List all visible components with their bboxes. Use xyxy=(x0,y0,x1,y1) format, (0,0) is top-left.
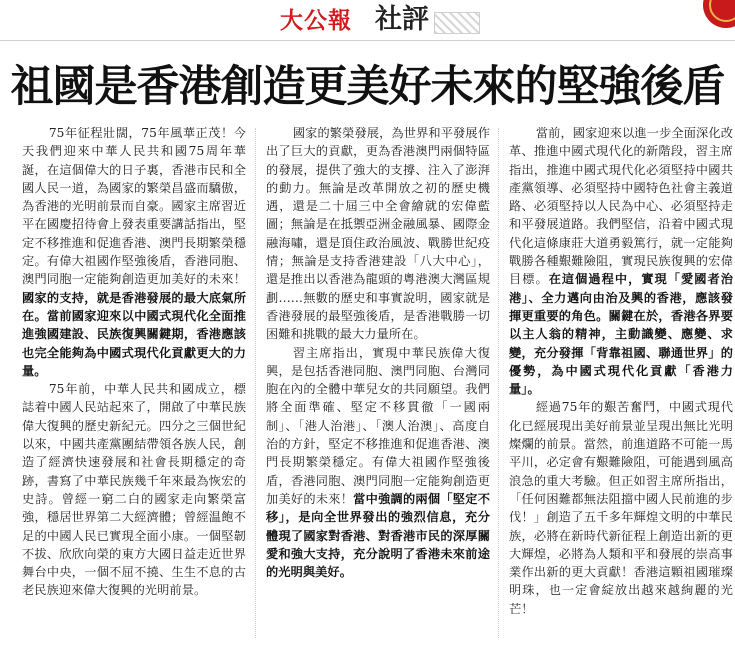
paragraph xyxy=(509,398,733,618)
paragraph xyxy=(22,380,246,600)
paragraph-text: 75年征程壯闊，75年風華正茂！今天我們迎來中華人民共和國75周年華誕，在這個偉大的日子裏，香港市民和全國人民一道，為國家的繁榮昌盛而驕傲，為香港的光明前景而自豪。國家主席習近平在國慶招待會上發表重要講話指出，堅定不移推進和促進香港、澳門長期繁榮穩定。有偉大祖國作堅強後盾，香港同胞、澳門同胞一定能夠創造更加美好的未來！ xyxy=(22,126,246,287)
editorial-tag: 社評 xyxy=(375,4,429,35)
paragraph-emphasis: 在這個過程中，實現「愛國者治港」、全力邁向由治及興的香港，應該發揮更重要的角色。關鍵在於，香港各界要以主人翁的精神，主動識變、應變、求變，充分發揮「背靠祖國、聯通世界」的優勢，為中國式現代化貢獻「香港力量」。 xyxy=(509,272,733,397)
paragraph xyxy=(266,344,490,582)
paragraph-emphasis: 當中強調的兩個「堅定不移」，是向全世界發出的強烈信息，充分體現了國家對香港、對香港市民的深厚關愛和強大支持，充分說明了香港未來前途的光明與美好。 xyxy=(266,491,490,580)
paragraph-text: 75年前，中華人民共和國成立，標誌着中國人民站起來了，開啟了中華民族偉大復興的歷史新紀元。四分之三個世紀以來，中國共產黨團結帶領各族人民，創造了經濟快速發展和社會長期穩定的奇跡，書寫了中華民族幾千年來最為恢宏的史詩。曾經一窮二白的國家走向繁榮富強，穩居世界第二大經濟體；曾經温飽不足的中國人民已實現全面小康。一個堅韌不拔、欣欣向榮的東方大國日益走近世界舞台中央，一個不屈不撓、生生不息的古老民族迎來偉大復興的光明前景。 xyxy=(22,382,246,598)
newspaper-logo: 大公報 xyxy=(280,8,352,34)
article-column-2 xyxy=(266,124,490,644)
article-column-3 xyxy=(509,124,733,644)
article-body xyxy=(22,124,735,653)
decorative-pattern xyxy=(434,12,480,34)
headline: 祖國是香港創造更美好未來的堅強後盾 xyxy=(10,62,725,112)
masthead xyxy=(0,0,735,46)
masthead-rule xyxy=(0,40,735,41)
paragraph xyxy=(22,124,246,380)
paragraph-text: 習主席指出，實現中華民族偉大復興，是包括香港同胞、澳門同胞、台灣同胞在內的全體中華兒女的共同願望。我們將全面準確、堅定不移貫徹「一國兩制」、「港人治港」、「澳人治澳」、高度自治的方針，堅定不移推進和促進香港、澳門長期繁榮穩定。有偉大祖國作堅強後盾，香港同胞、澳門同胞一定能夠創造更加美好的未來！ xyxy=(266,345,490,506)
corner-ornament-icon xyxy=(703,0,735,28)
column-divider xyxy=(255,128,256,638)
paragraph-text: 國家的繁榮發展，為世界和平發展作出了巨大的貢獻，更為香港澳門兩個特區的發展，提供了強大的支撐、注入了澎湃的動力。無論是改革開放之初的歷史機遇，還是二十屆三中全會繪就的宏偉藍圖；無論是在抵禦亞洲金融風暴、國際金融海嘯，還是頂住政治風波、戰勝世紀疫情；無論是支持香港建設「八大中心」，還是推出以香港為龍頭的粵港澳大灣區規劃……無數的歷史和事實說明，國家就是香港發展的最堅強後盾，是香港戰勝一切困難和挑戰的最大力量所在。 xyxy=(266,126,490,342)
paragraph-emphasis: 國家的支持，就是香港發展的最大底氣所在。當前國家迎來以中國式現代化全面推進強國建設、民族復興關鍵期，香港應該也完全能夠為中國式現代化貢獻更大的力量。 xyxy=(22,290,246,378)
paragraph xyxy=(509,124,733,398)
paragraph-text: 經過75年的艱苦奮鬥，中國式現代化已經展現出美好前景並呈現出無比光明燦爛的前景。當然，前進道路不可能一馬平川，必定會有艱難險阻，可能遇到風高浪急的重大考驗。但正如習主席所指出，「任何困難都無法阻擋中國人民前進的步伐！」創造了五千多年輝煌文明的中華民族，必將在新時代新征程上創造出新的更大輝煌，必將為人類和平和發展的崇高事業作出新的更大貢獻！香港這顆祖國璀璨明珠，也一定會綻放出越來越絢麗的光芒！ xyxy=(509,400,733,616)
article-column-1 xyxy=(22,124,246,644)
paragraph xyxy=(266,124,490,344)
column-divider xyxy=(498,128,499,638)
paragraph-text: 當前，國家迎來以進一步全面深化改革、推進中國式現代化的新階段，習主席指出，推進中國式現代化必須堅持中國共產黨領導、必須堅持中國特色社會主義道路、必須堅持以人民為中心、必須堅持走和平發展道路。我們堅信，沿着中國式現代化這條康莊大道勇毅篤行，就一定能夠戰勝各種艱難險阻，實現民族復興的宏偉目標。 xyxy=(509,126,733,287)
